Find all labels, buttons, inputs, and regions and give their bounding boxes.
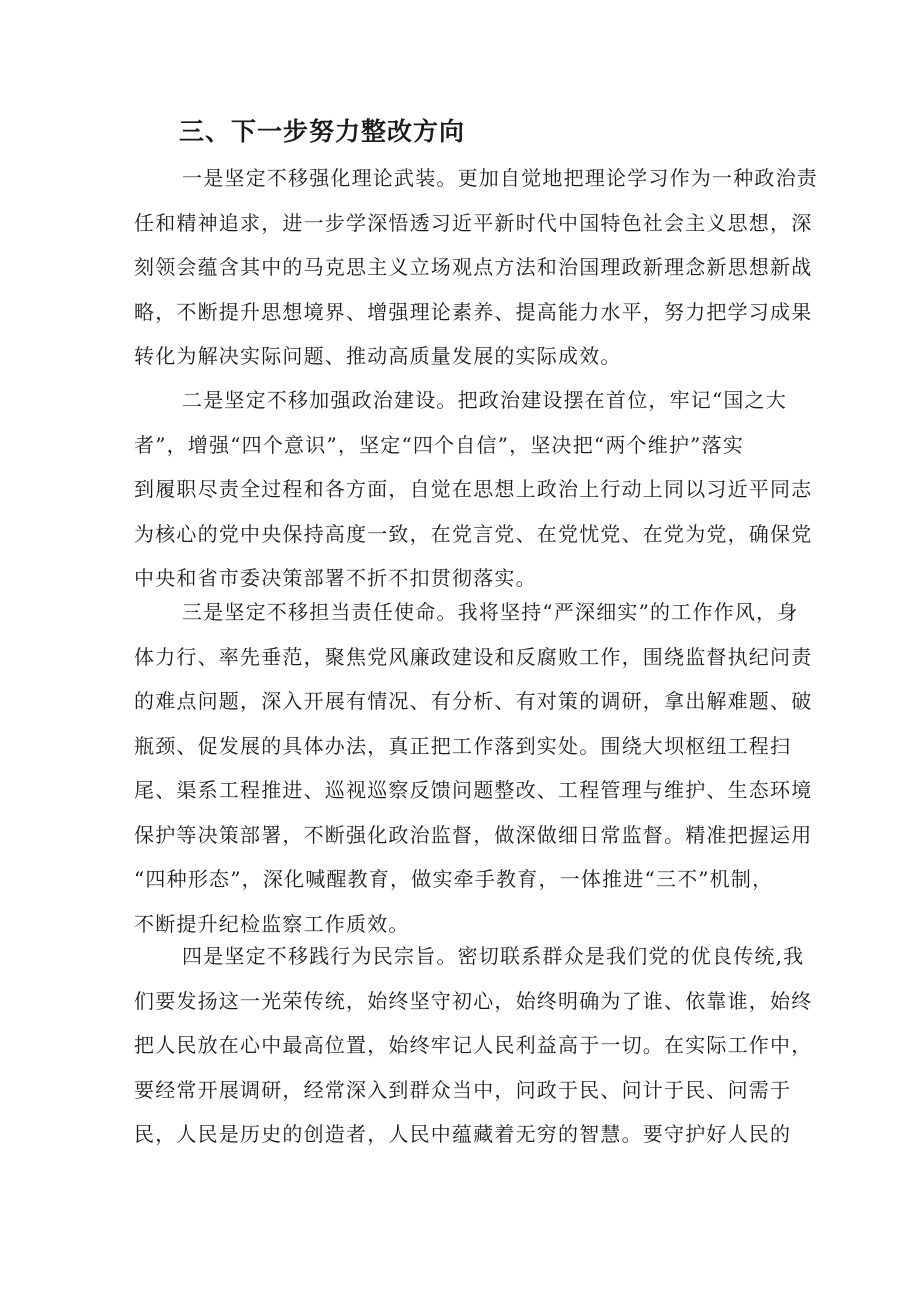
paragraph-line: 们要发扬这一光荣传统，始终坚守初心，始终明确为了谁、依靠谁，始终: [134, 988, 813, 1013]
paragraph-line: 刻领会蕴含其中的马克思主义立场观点方法和治国理政新理念新思想新战: [134, 255, 813, 279]
paragraph-text: [134, 934, 813, 1157]
paragraph-line: 不断提升纪检监察工作质效。: [134, 911, 410, 936]
paragraph-3: [134, 590, 813, 946]
paragraph-text: [134, 378, 813, 601]
paragraph-line: 的难点问题，深入开展有情况、有分析、有对策的调研，拿出解难题、破: [134, 689, 813, 713]
paragraph-line: 尾、渠系工程推进、巡视巡察反馈问题整改、工程管理与维护、生态环境: [134, 778, 813, 802]
paragraph-text: [134, 590, 813, 946]
paragraph-line: 四是坚定不移践行为民宗旨。密切联系群众是我们党的优良传统,我: [182, 944, 805, 968]
paragraph-line: 任和精神追求，进一步学深悟透习近平新时代中国特色社会主义思想，深: [134, 210, 813, 235]
paragraph-line: 民，人民是历史的创造者，人民中蕴藏着无穷的智慧。要守护好人民的: [134, 1122, 792, 1146]
paragraph-line: 一是坚定不移强化理论武装。更加自觉地把理论学习作为一种政治责: [182, 166, 818, 190]
paragraph-text: [134, 156, 818, 379]
paragraph-2: [134, 378, 813, 601]
paragraph-line: 二是坚定不移加强政治建设。把政治建设摆在首位，牢记“国之大: [182, 388, 788, 412]
paragraph-1: [134, 156, 818, 379]
paragraph-line: 三是坚定不移担当责任使命。我将坚持“严深细实”的工作作风，身: [182, 600, 799, 624]
section-heading: 三、下一步努力整改方向: [179, 117, 466, 146]
paragraph-line: 体力行、率先垂范，聚焦党风廉政建设和反腐败工作，围绕监督执纪问责: [134, 644, 813, 669]
paragraph-line: 中央和省市委决策部署不折不扣贯彻落实。: [134, 566, 537, 590]
paragraph-4: [134, 934, 813, 1157]
paragraph-line: 者”，增强“四个意识”，坚定“四个自信”，坚决把“两个维护”落实: [134, 432, 744, 457]
paragraph-line: 保护等决策部署，不断强化政治监督，做深做细日常监督。精准把握运用: [134, 822, 813, 847]
paragraph-line: 转化为解决实际问题、推动高质量发展的实际成效。: [134, 344, 622, 368]
paragraph-line: 略，不断提升思想境界、增强理论素养、提高能力水平，努力把学习成果: [134, 299, 813, 324]
paragraph-line: 把人民放在心中最高位置，始终牢记人民利益高于一切。在实际工作中，: [134, 1033, 813, 1057]
paragraph-line: “四种形态”，深化喊醒教育，做实牵手教育，一体推进“三不”机制，: [134, 867, 774, 891]
paragraph-line: 为核心的党中央保持高度一致，在党言党、在党忧党、在党为党，确保党: [134, 521, 813, 546]
paragraph-line: 要经常开展调研，经常深入到群众当中，问政于民、问计于民、问需于: [134, 1077, 792, 1102]
paragraph-line: 到履职尽责全过程和各方面，自觉在思想上政治上行动上同以习近平同志: [134, 477, 813, 501]
paragraph-line: 瓶颈、促发展的具体办法，真正把工作落到实处。围绕大坝枢纽工程扫: [134, 733, 792, 758]
